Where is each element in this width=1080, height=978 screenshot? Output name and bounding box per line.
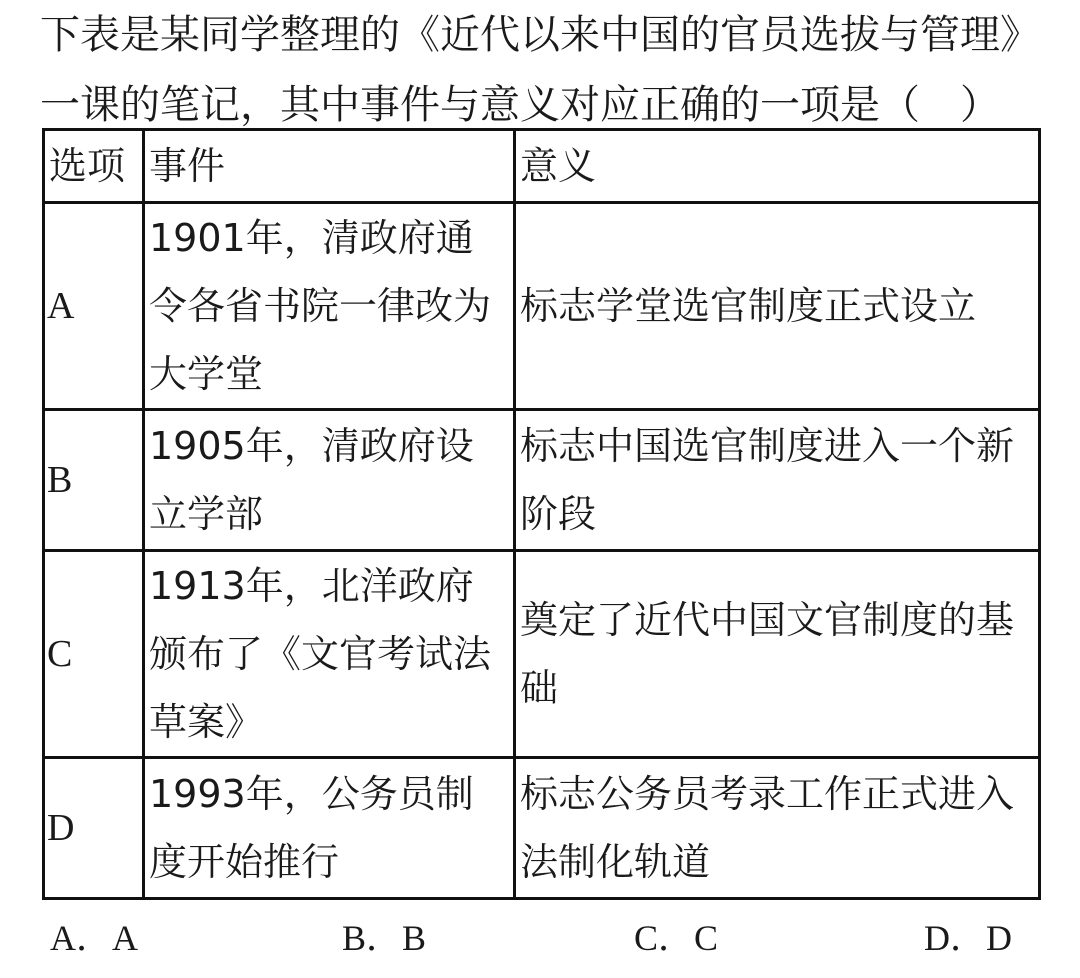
question-stem	[40, 0, 1060, 140]
table-row	[44, 551, 1040, 758]
table-header-row	[44, 130, 1040, 203]
row-event: 1901年，清政府通令各省书院一律改为大学堂	[144, 203, 515, 410]
question-line-1: 下表是某同学整理的《近代以来中国的官员选拔与管理》	[40, 12, 1040, 58]
header-meaning: 意义	[515, 130, 1040, 203]
row-event: 1913年，北洋政府颁布了《文官考试法草案》	[144, 551, 515, 758]
choice-c[interactable]: C．C	[634, 918, 719, 958]
question-line-2: 一课的笔记，其中事件与意义对应正确的一项是（ ）	[40, 82, 1000, 128]
row-option: B	[44, 410, 144, 551]
header-event: 事件	[144, 130, 515, 203]
table-row	[44, 203, 1040, 410]
row-meaning: 标志学堂选官制度正式设立	[515, 203, 1040, 410]
choice-d[interactable]: D．D	[924, 918, 1012, 958]
answer-choices	[0, 906, 1080, 970]
row-option: C	[44, 551, 144, 758]
row-meaning: 标志公务员考录工作正式进入法制化轨道	[515, 758, 1040, 899]
row-option: A	[44, 203, 144, 410]
row-meaning: 标志中国选官制度进入一个新阶段	[515, 410, 1040, 551]
table-row	[44, 758, 1040, 899]
row-event: 1993年，公务员制度开始推行	[144, 758, 515, 899]
choice-a[interactable]: A．A	[50, 918, 138, 958]
header-option: 选项	[44, 130, 144, 203]
notes-table	[42, 128, 1041, 900]
row-option: D	[44, 758, 144, 899]
table-row	[44, 410, 1040, 551]
choice-b[interactable]: B．B	[342, 918, 427, 958]
row-meaning: 奠定了近代中国文官制度的基础	[515, 551, 1040, 758]
row-event: 1905年，清政府设立学部	[144, 410, 515, 551]
